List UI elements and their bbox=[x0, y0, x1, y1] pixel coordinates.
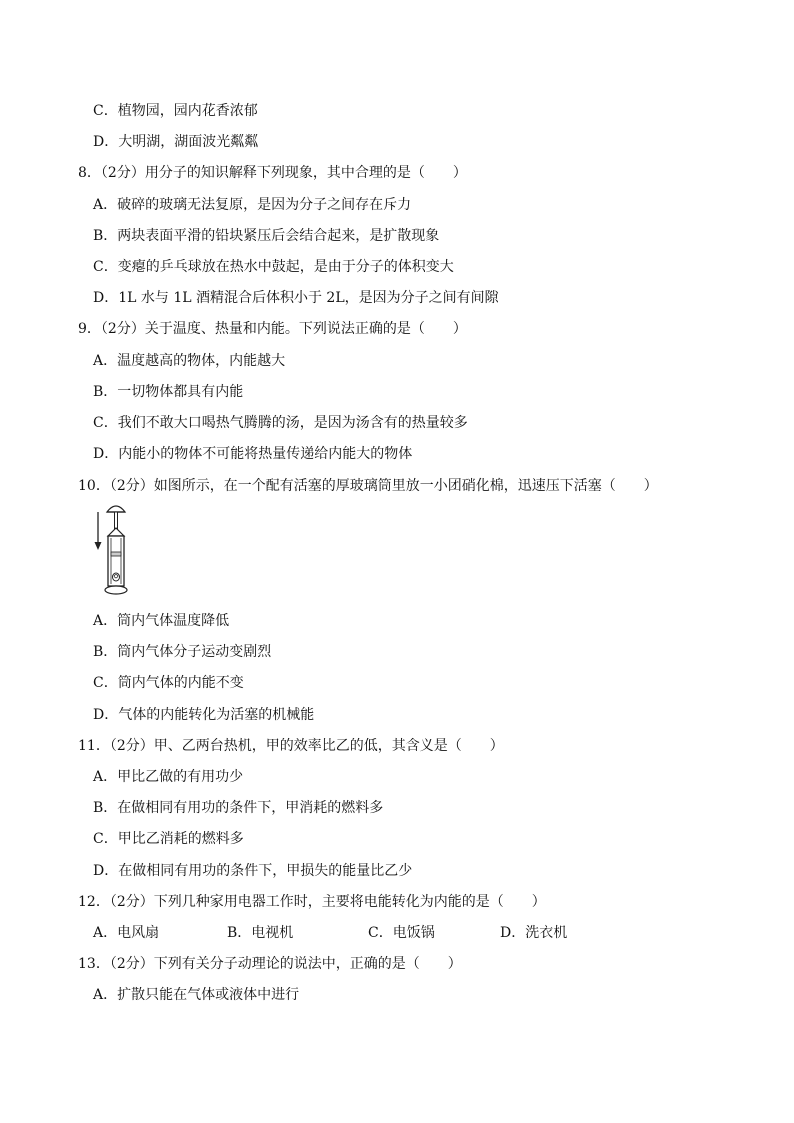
q12-option-d: D．洗衣机 bbox=[500, 925, 568, 941]
q12-stem: 12．（2分）下列几种家用电器工作时，主要将电能转化为内能的是（ ） bbox=[78, 894, 546, 910]
q12-option-b: B．电视机 bbox=[227, 925, 294, 941]
q10-option-a: A．筒内气体温度降低 bbox=[93, 613, 230, 629]
q7-option-d: D．大明湖，湖面波光粼粼 bbox=[93, 134, 259, 150]
q9-option-a: A．温度越高的物体，内能越大 bbox=[93, 353, 286, 369]
q9-option-b: B．一切物体都具有内能 bbox=[93, 384, 244, 400]
q11-option-b: B．在做相同有用功的条件下，甲消耗的燃料多 bbox=[93, 800, 384, 816]
q8-option-c: C．变瘪的乒乓球放在热水中鼓起，是由于分子的体积变大 bbox=[93, 259, 454, 275]
q10-option-b: B．筒内气体分子运动变剧烈 bbox=[93, 644, 272, 660]
q7-option-c: C．植物园，园内花香浓郁 bbox=[93, 103, 258, 119]
q8-option-a: A．破碎的玻璃无法复原，是因为分子之间存在斥力 bbox=[93, 197, 412, 213]
q11-option-a: A．甲比乙做的有用功少 bbox=[93, 769, 244, 785]
q8-option-b: B．两块表面平滑的铅块紧压后会结合起来，是扩散现象 bbox=[93, 228, 440, 244]
q9-option-c: C．我们不敢大口喝热气腾腾的汤，是因为汤含有的热量较多 bbox=[93, 415, 468, 431]
piston-cylinder-figure-icon bbox=[92, 500, 132, 600]
q10-option-d: D．气体的内能转化为活塞的机械能 bbox=[93, 707, 315, 723]
q11-stem: 11．（2分）甲、乙两台热机，甲的效率比乙的低，其含义是（ ） bbox=[78, 738, 504, 754]
q12-option-c: C．电饭锅 bbox=[368, 925, 435, 941]
q9-stem: 9．（2分）关于温度、热量和内能。下列说法正确的是（ ） bbox=[78, 321, 467, 337]
q13-stem: 13．（2分）下列有关分子动理论的说法中，正确的是（ ） bbox=[78, 956, 462, 972]
q13-option-a: A．扩散只能在气体或液体中进行 bbox=[93, 987, 300, 1003]
q10-stem: 10．（2分）如图所示，在一个配有活塞的厚玻璃筒里放一小团硝化棉，迅速压下活塞（ ） bbox=[78, 478, 658, 494]
q8-option-d: D．1L 水与 1L 酒精混合后体积小于 2L，是因为分子之间有间隙 bbox=[93, 290, 499, 306]
q9-option-d: D．内能小的物体不可能将热量传递给内能大的物体 bbox=[93, 446, 413, 462]
q8-stem: 8．（2分）用分子的知识解释下列现象，其中合理的是（ ） bbox=[78, 165, 467, 181]
q11-option-d: D．在做相同有用功的条件下，甲损失的能量比乙少 bbox=[93, 863, 413, 879]
q10-option-c: C．筒内气体的内能不变 bbox=[93, 675, 244, 691]
q12-option-a: A．电风扇 bbox=[93, 925, 160, 941]
q11-option-c: C．甲比乙消耗的燃料多 bbox=[93, 831, 244, 847]
